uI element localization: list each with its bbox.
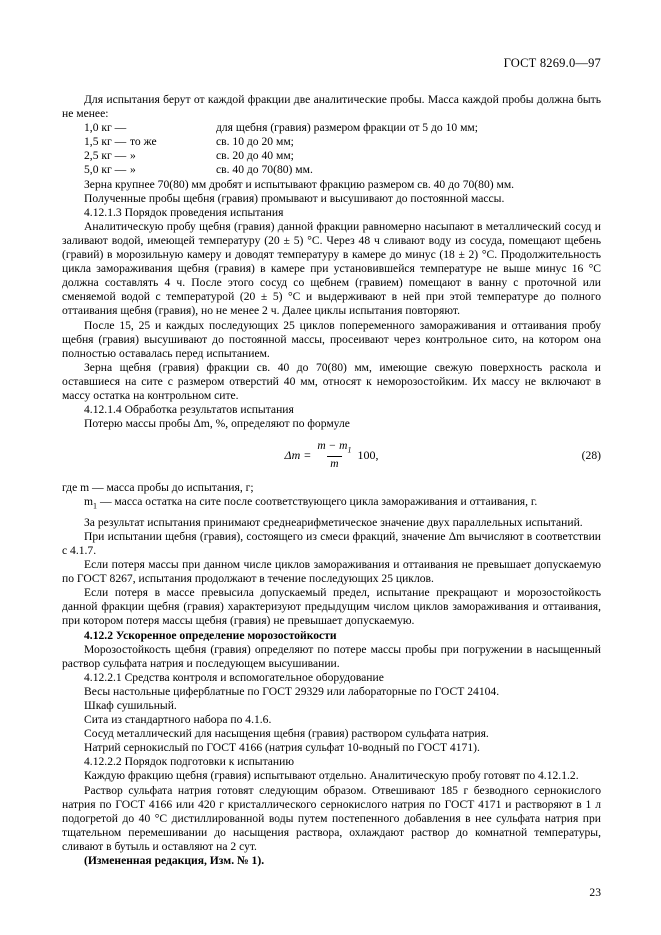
formula-number: (28) xyxy=(581,449,601,463)
where-symbol-2: m xyxy=(84,495,94,509)
formula-lhs: Δm = xyxy=(284,448,312,463)
paragraph-limit-exceeded: Если потеря в массе превысила допускаемый предел, испытание прекращают и морозостойкость данной фракции щебня (гравия) характеризуют предыдущим числом циклов замораживания и оттаивания, при котором потеря массы щебня (гравия) не превышает допускаемую. xyxy=(62,586,601,628)
paragraph-revision-note: (Измененная редакция, Изм. № 1). xyxy=(84,854,265,867)
heading-4-12-2-2: 4.12.2.2 Порядок подготовки к испытанию xyxy=(84,755,295,769)
list-item xyxy=(62,135,601,149)
formula-multiplier: 100, xyxy=(357,448,379,463)
document-header: ГОСТ 8269.0—97 xyxy=(503,56,601,70)
mass-value: 1,5 кг — xyxy=(84,135,127,149)
list-item xyxy=(62,163,601,177)
paragraph-cycles: После 15, 25 и каждых последующих 25 циклов попеременного замораживания и оттаивания пробу щебня (гравия) высушивают до постоянной массы, просеивают через контрольное сито, на котором она полностью оставалась перед испытанием. xyxy=(62,318,601,360)
list-item xyxy=(62,149,601,163)
mass-description: для щебня (гравия) размером фракции от 5 до 10 мм; xyxy=(216,121,478,135)
mass-qualifier: » xyxy=(130,163,136,177)
paragraph-preparation: Каждую фракцию щебня (гравия) испытывают отдельно. Аналитическую пробу готовят по 4.12.1.2. xyxy=(84,769,579,783)
paragraph-solution-preparation: Раствор сульфата натрия готовят следующим образом. Отвешивают 185 г безводного сернокислого натрия по ГОСТ 4166 или 420 г кристаллического сернокислого натрия по ГОСТ 4171 и растворяют в 1 л подогретой до 40 °С дистиллированной воды путем постепенного добавления в нее сульфата натрия при тщательном перемешивании до насыщения раствора, охлаждают раствор до комнатной температуры, сливают в бутыль и оставляют на 2 сут. xyxy=(62,783,601,853)
mass-value: 5,0 кг — xyxy=(84,163,127,177)
document-body xyxy=(62,93,601,868)
paragraph-non-frost-resistant: Зерна щебня (гравия) фракции св. 40 до 70(80) мм, имеющие свежую поверхность раскола и оставшиеся на сите с размером отверстий 40 мм, относят к неморозостойким. Их массу не включают в массу остатка на контрольном сите. xyxy=(62,360,601,402)
paragraph-metal-vessel: Сосуд металлический для насыщения щебня (гравия) раствором сульфата натрия. xyxy=(84,727,489,741)
mass-value: 2,5 кг — xyxy=(84,149,127,163)
paragraph-test-procedure: Аналитическую пробу щебня (гравия) данной фракции равномерно насыпают в металлический сосуд и заливают водой, имеющей температуру (20 ± 5) °С. Через 48 ч сливают воду из сосуда, помещают щебень (гравий) в морозильную камеру и доводят температуру в камере до минус (18 ± 2) °С. Продолжительность цикла замораживания щебня (гравия) в камере при установившейся температуре не выше минус 16 °С должна составлять 4 ч. После этого сосуд со щебнем (гравием) помещают в ванну с проточной или сменяемой водой с температурой (20 ± 5) °С и выдерживают в ней при этой температуре до полного оттаивания щебня (гравия), но не менее 2 ч. Далее циклы испытания повторяют. xyxy=(62,219,601,318)
formula-denominator: m xyxy=(327,456,341,470)
paragraph-large-grains: Зерна крупнее 70(80) мм дробят и испытывают фракцию размером св. 40 до 70(80) мм. xyxy=(84,177,515,191)
mass-description: св. 20 до 40 мм; xyxy=(216,149,294,163)
heading-4-12-1-4: 4.12.1.4 Обработка результатов испытания xyxy=(84,403,294,417)
paragraph-mixture: При испытании щебня (гравия), состоящего из смеси фракций, значение Δm вычисляют в соответствии с 4.1.7. xyxy=(62,529,601,557)
mass-value: 1,0 кг — xyxy=(84,121,127,135)
where-symbol-2-sub: 1 xyxy=(93,501,98,511)
mass-description: св. 10 до 20 мм; xyxy=(216,135,294,149)
mass-qualifier xyxy=(130,121,216,135)
heading-4-12-2: 4.12.2 Ускоренное определение морозостойкости xyxy=(84,628,337,642)
formula-fraction xyxy=(314,440,354,470)
paragraph-average-result: За результат испытания принимают среднеарифметическое значение двух параллельных испытаний. xyxy=(84,515,583,529)
paragraph-sieves: Сита из стандартного набора по 4.1.6. xyxy=(84,713,272,727)
paragraph-sodium-sulfate: Натрий сернокислый по ГОСТ 4166 (натрия сульфат 10-водный по ГОСТ 4171). xyxy=(84,741,480,755)
paragraph-mass-loss: Потерю массы пробы Δm, %, определяют по формуле xyxy=(84,417,350,431)
formula-where-2 xyxy=(62,495,601,513)
paragraph-scales: Весы настольные циферблатные по ГОСТ 29329 или лабораторные по ГОСТ 24104. xyxy=(84,684,500,698)
formula-expression xyxy=(285,440,379,470)
mass-description: св. 40 до 70(80) мм. xyxy=(216,163,313,177)
formula-where-1 xyxy=(62,481,601,495)
paragraph-accelerated-method: Морозостойкость щебня (гравия) определяют по потере массы пробы при погружении в насыщенный раствор сульфата натрия и последующем высушивании. xyxy=(62,642,601,670)
mass-qualifier: » xyxy=(130,149,136,163)
where-text-1: где m — масса пробы до испытания, г; xyxy=(62,481,254,495)
where-text-2: — масса остатка на сите после соответствующего цикла замораживания и оттаивания, г. xyxy=(99,495,538,509)
paragraph-intro: Для испытания берут от каждой фракции две аналитические пробы. Масса каждой пробы должна быть не менее: xyxy=(62,93,601,121)
page-number: 23 xyxy=(589,886,601,899)
list-item xyxy=(62,121,601,135)
mass-list xyxy=(62,121,601,177)
mass-qualifier: то же xyxy=(130,135,157,149)
paragraph-washed-samples: Полученные пробы щебня (гравия) промывают и высушивают до постоянной массы. xyxy=(84,191,505,205)
formula-numerator: $m - m_1$ xyxy=(317,440,352,455)
heading-4-12-1-3: 4.12.1.3 Порядок проведения испытания xyxy=(84,205,284,219)
paragraph-drying-cabinet: Шкаф сушильный. xyxy=(84,698,177,712)
formula-28 xyxy=(62,440,601,474)
paragraph-gost-8267: Если потеря массы при данном числе циклов замораживания и оттаивания не превышает допускаемую по ГОСТ 8267, испытания продолжают в течение последующих 25 циклов. xyxy=(62,558,601,586)
heading-4-12-2-1: 4.12.2.1 Средства контроля и вспомогательное оборудование xyxy=(84,670,384,684)
